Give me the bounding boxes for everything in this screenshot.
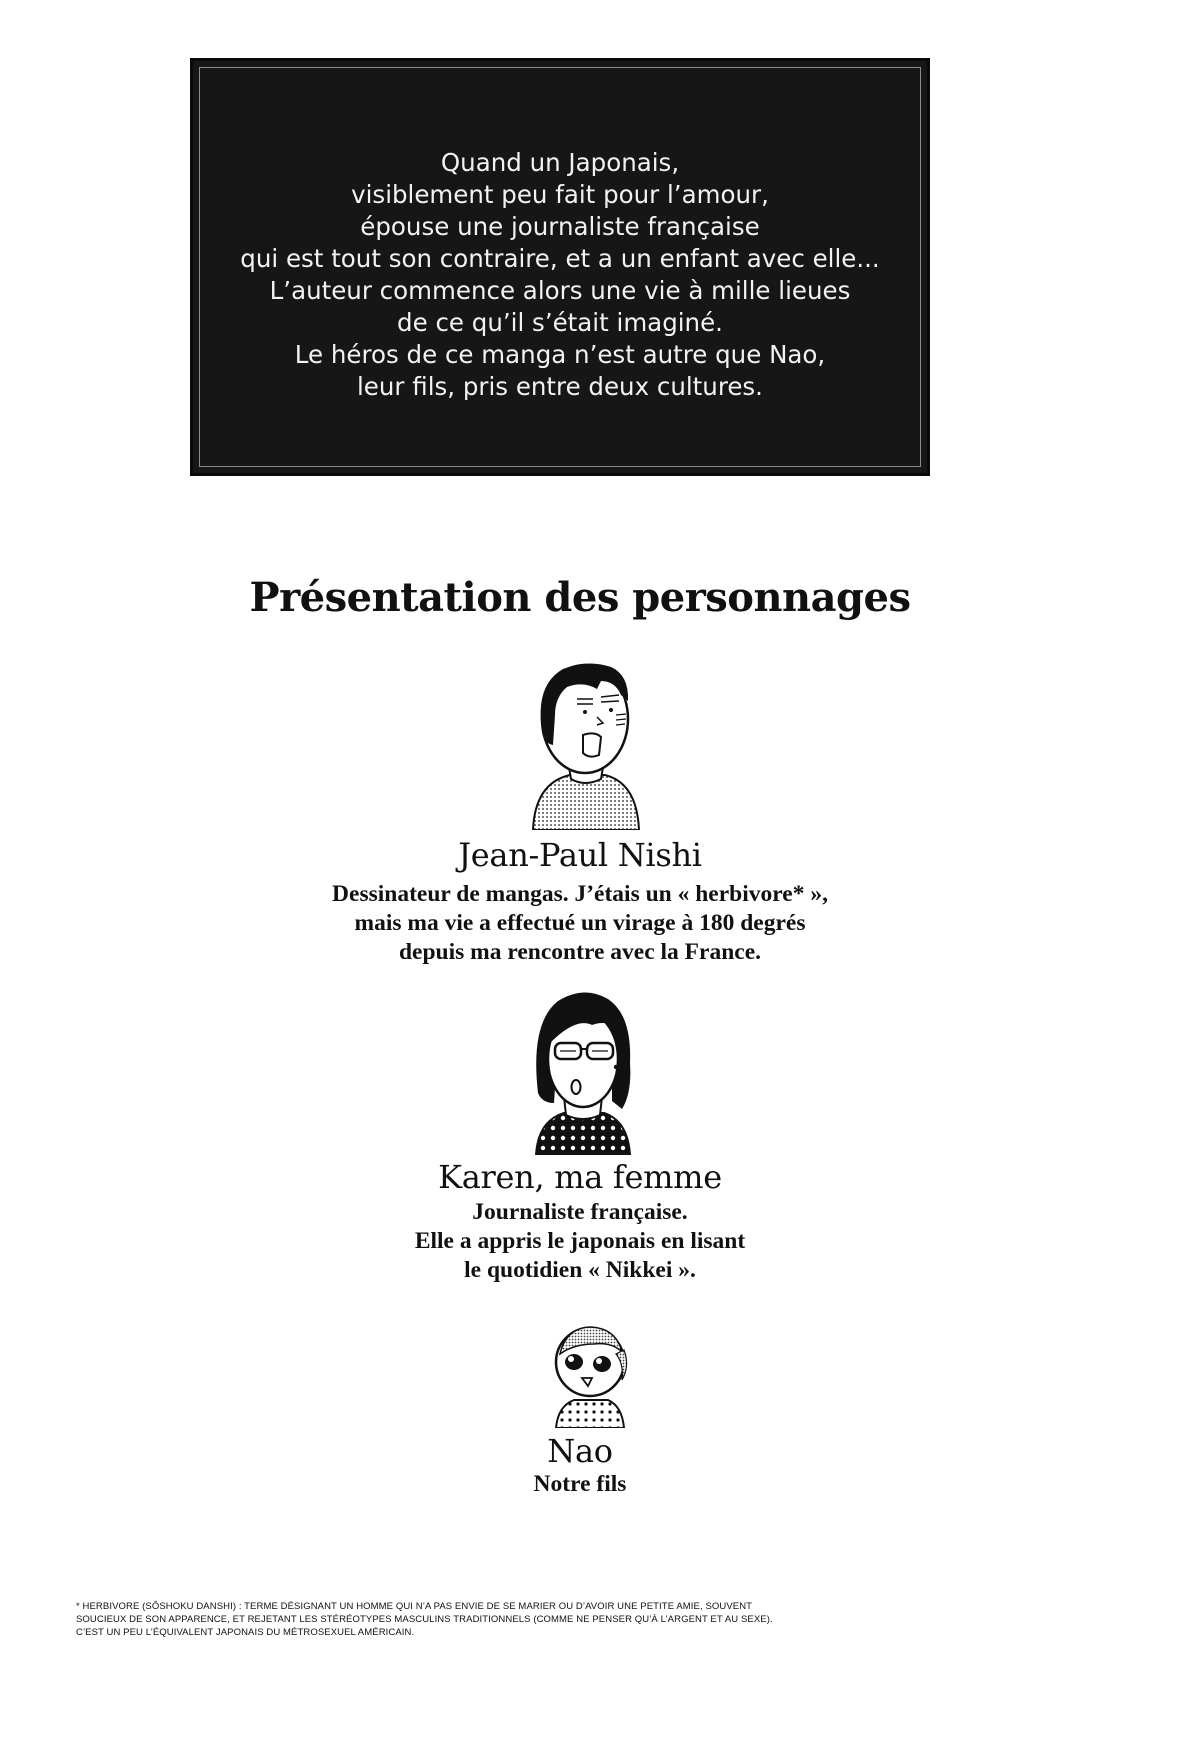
character-description xyxy=(0,1470,1160,1499)
character-name: Jean-Paul Nishi xyxy=(458,836,702,874)
character-name: Nao xyxy=(547,1432,613,1470)
section-title: Présentation des personnages xyxy=(249,574,911,621)
character-description xyxy=(0,1198,1160,1285)
intro-line: visiblement peu fait pour l’amour, xyxy=(351,180,769,209)
baby-portrait-icon xyxy=(550,1320,630,1428)
footnote xyxy=(76,1600,1076,1639)
character-description-line: Elle a appris le japonais en lisant xyxy=(414,1228,746,1254)
footnote-line: SOUCIEUX DE SON APPARENCE, ET REJETANT LES STÉRÉOTYPES MASCULINS TRADITIONNELS (COMME NE PENSER QU’À L’ARGENT ET AU SEXE). xyxy=(76,1614,773,1625)
man-with-short-hair-portrait-icon xyxy=(525,655,645,830)
intro-line: leur fils, pris entre deux cultures. xyxy=(357,372,763,401)
character-description-line: depuis ma rencontre avec la France. xyxy=(398,939,761,965)
intro-line: Le héros de ce manga n’est autre que Nao, xyxy=(294,340,826,369)
footnote-line: * HERBIVORE (SÔSHOKU DANSHI) : TERME DÉSIGNANT UN HOMME QUI N’A PAS ENVIE DE SE MARIER OU D’AVOIR UNE PETITE AMIE, SOUVENT xyxy=(76,1601,753,1612)
intro-line: Quand un Japonais, xyxy=(440,148,680,177)
character-description-line: Notre fils xyxy=(533,1471,627,1497)
intro-line: épouse une journaliste française xyxy=(360,212,760,241)
character-name: Karen, ma femme xyxy=(438,1158,722,1196)
character-description-line: Dessinateur de mangas. J’étais un « herbivore* », xyxy=(332,881,828,907)
intro-line: L’auteur commence alors une vie à mille lieues xyxy=(269,276,851,305)
intro-line: qui est tout son contraire, et a un enfant avec elle... xyxy=(240,244,880,273)
intro-line: de ce qu’il s’était imaginé. xyxy=(397,308,723,337)
woman-with-glasses-portrait-icon xyxy=(528,983,638,1155)
character-description-line: mais ma vie a effectué un virage à 180 degrés xyxy=(354,910,806,936)
character-description xyxy=(0,880,1160,967)
character-description-line: le quotidien « Nikkei ». xyxy=(464,1257,696,1283)
character-description-line: Journaliste française. xyxy=(472,1199,688,1225)
intro-text xyxy=(193,147,927,403)
footnote-line: C’EST UN PEU L’ÉQUIVALENT JAPONAIS DU MÉTROSEXUEL AMÉRICAIN. xyxy=(76,1627,415,1638)
intro-box xyxy=(190,58,930,476)
